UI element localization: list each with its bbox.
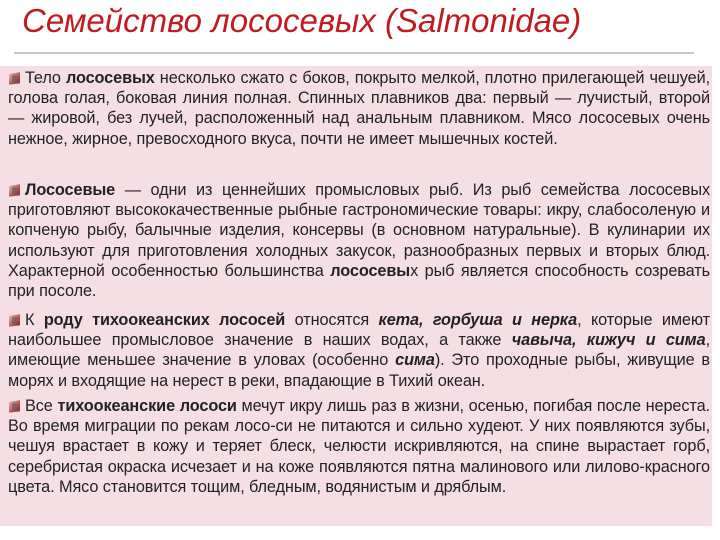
text-run: относятся [285, 311, 379, 329]
text-run: К [25, 311, 44, 329]
bold-term: Лососевые [25, 181, 116, 199]
bold-term: тихоокеанские лососи [57, 397, 237, 415]
paragraph-commercial-value [8, 180, 710, 301]
paragraph-pacific-salmon-genus [8, 310, 710, 391]
text-run: , которые имеют наибольшее промысловое значение в наших водах, а также [8, 311, 711, 350]
slide-title: Семейство лососевых (Salmonidae) [22, 2, 582, 39]
text-run: х рыб является способность созревать при посоле. [8, 261, 710, 301]
text-run: мечут икру лишь раз в жизни, осенью, погибая после нереста. Во время миграции по рекам лосо-си не питаются и сильно худеют. У них появляются зубы, чешуя врастает в кожу и теряет блеск, челюсти искривляются, на спине вырастает горб, серебристая окраска исчезает и на коже появляются пятна малинового или лилово-красного цвета. Мясо становится тощим, бледным, водянистым и дряблым. [8, 397, 710, 496]
bold-term: лососевы [330, 261, 411, 280]
square-bullet-icon [9, 73, 20, 84]
text-run: , имеющие меньшее значение в уловах (особенно [8, 331, 710, 370]
square-bullet-icon [9, 315, 20, 326]
text-run: Все [25, 397, 58, 415]
text-run: несколько сжато с боков, покрыто мелкой, плотно прилегающей чешуей, голова голая, боковая линия полная. Спинных плавников два: первый — лучистый, второй — жировой, без лучей, расположенный над анальным плавником. Мясо лососевых очень нежное, жирное, превосходного вкуса, почти не имеет мышечных костей. [8, 69, 710, 148]
paragraph-spawning [8, 396, 710, 497]
bold-italic-term: кета, горбуша и нерка [378, 311, 578, 329]
bold-italic-term: чавыча, кижуч и сима [511, 331, 706, 350]
text-run: Тело [25, 69, 66, 87]
bold-term: лососевых [65, 69, 155, 87]
square-bullet-icon [9, 401, 20, 412]
square-bullet-icon [9, 185, 20, 196]
text-run: — одни из ценнейших промысловых рыб. Из рыб семейства лососевых приготовляют высококачественные рыбные гастрономические товары: икру, слабосоленую и копченую рыбу, балычные изделия, консервы (в основном натуральные). В кулинарии их используют для приготовления холодных закусок, разнообразных первых и вторых блюд. Характерной особенностью большинства [8, 181, 710, 280]
paragraph-body-description [8, 68, 710, 149]
text-run: ). Это проходные рыбы, живущие в морях и входящие на нерест в реки, впадающие в Тихий океан. [8, 351, 710, 390]
title-divider [14, 52, 694, 54]
bold-term: роду тихоокеанских лососей [43, 311, 286, 329]
bold-italic-term: сима [395, 351, 435, 370]
